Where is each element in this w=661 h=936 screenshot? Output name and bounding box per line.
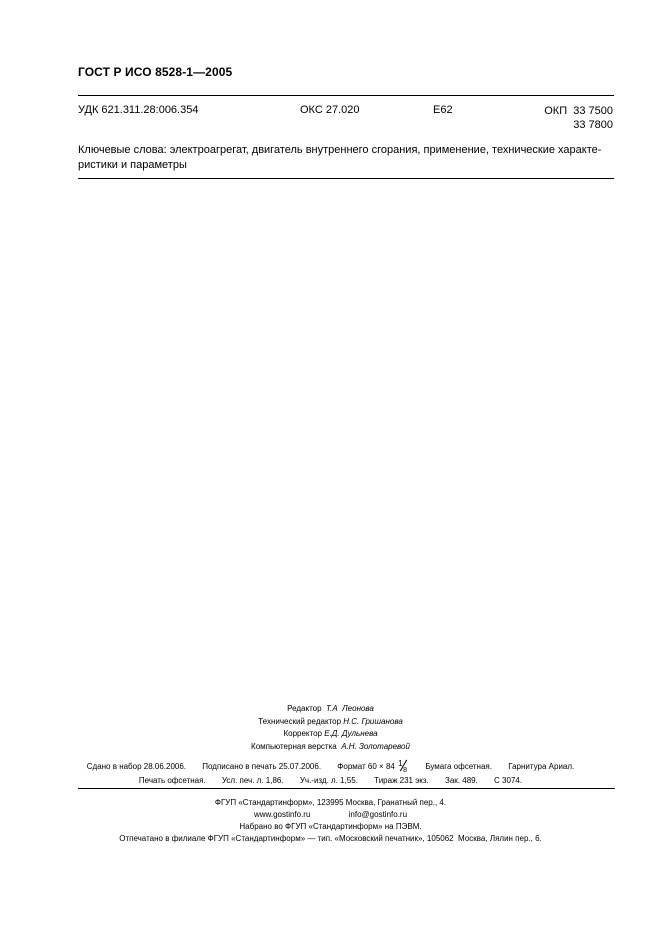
okp-codes — [544, 104, 613, 132]
oks-code: ОКС 27.020 — [300, 104, 360, 116]
typeface: Гарнитура Ариал. — [508, 762, 575, 771]
tech-editor-role: Технический редактор — [258, 716, 342, 726]
corrector-name: Е.Д. Дульнева — [324, 729, 378, 738]
udk-code: УДК 621.311.28:006.354 — [78, 104, 199, 116]
publisher-website[interactable]: www.gostinfo.ru — [253, 810, 311, 819]
editor-line — [0, 703, 661, 716]
signed-date: Подписано в печать 25.07.2006. — [202, 762, 322, 771]
pub-sheets: Уч.-изд. л. 1,55. — [299, 776, 358, 785]
publisher-info — [0, 797, 661, 845]
print-code: С 3074. — [494, 776, 523, 785]
keywords-line-2: ристики и параметры — [78, 159, 187, 171]
corrector-role: Корректор — [283, 729, 322, 738]
layout-role: Компьютерная верстка — [251, 741, 337, 751]
imprint — [0, 760, 661, 788]
staff-credits — [0, 703, 661, 753]
tech-editor-line — [0, 716, 661, 729]
group-code: Е62 — [433, 104, 453, 116]
tech-editor-name: Н.С. Гришанова — [343, 716, 403, 726]
corrector-line — [0, 728, 661, 741]
keywords-divider — [78, 178, 614, 179]
editor-name: Т.А Леонова — [326, 704, 374, 713]
format: Формат 60 × 84 — [337, 762, 395, 771]
publisher-email[interactable]: info@gostinfo.ru — [348, 810, 408, 819]
circulation: Тираж 231 экз. — [374, 776, 429, 785]
order-number: Зак. 489. — [445, 776, 478, 785]
imprint-line-1 — [0, 760, 661, 774]
keywords — [78, 143, 618, 173]
print-sheets: Усл. печ. л. 1,86. — [221, 776, 284, 785]
printing-method: Печать офсетная. — [138, 776, 206, 785]
paper-type: Бумага офсетная. — [425, 762, 492, 771]
top-divider — [78, 95, 614, 96]
editor-role: Редактор — [287, 704, 322, 713]
standard-title: ГОСТ Р ИСО 8528-1—2005 — [78, 65, 233, 79]
typeset-note: Набрано во ФГУП «Стандартинформ» на ПЭВМ. — [239, 822, 422, 831]
imprint-divider — [78, 788, 615, 789]
keywords-line-1: Ключевые слова: электроагрегат, двигатель внутреннего сгорания, применение, технические характе- — [78, 144, 602, 156]
publisher-address: ФГУП «Стандартинформ», 123995 Москва, Гранатный пер., 4. — [214, 798, 447, 807]
submitted-date: Сдано в набор 28.06.2006. — [86, 762, 187, 771]
layout-name: А.Н. Золотаревой — [341, 741, 410, 751]
layout-line — [0, 741, 661, 754]
okp-code-2: 33 7800 — [573, 119, 613, 131]
imprint-line-2 — [0, 774, 661, 788]
printed-note: Отпечатано в филиале ФГУП «Стандартинформ» — тип. «Московский печатник», 105062 Москва, Лялин пер., 6. — [119, 834, 542, 843]
publisher-contacts — [0, 809, 661, 821]
format-fraction: 1 8 — [398, 759, 407, 774]
okp-code-1: ОКП 33 7500 — [544, 105, 613, 117]
